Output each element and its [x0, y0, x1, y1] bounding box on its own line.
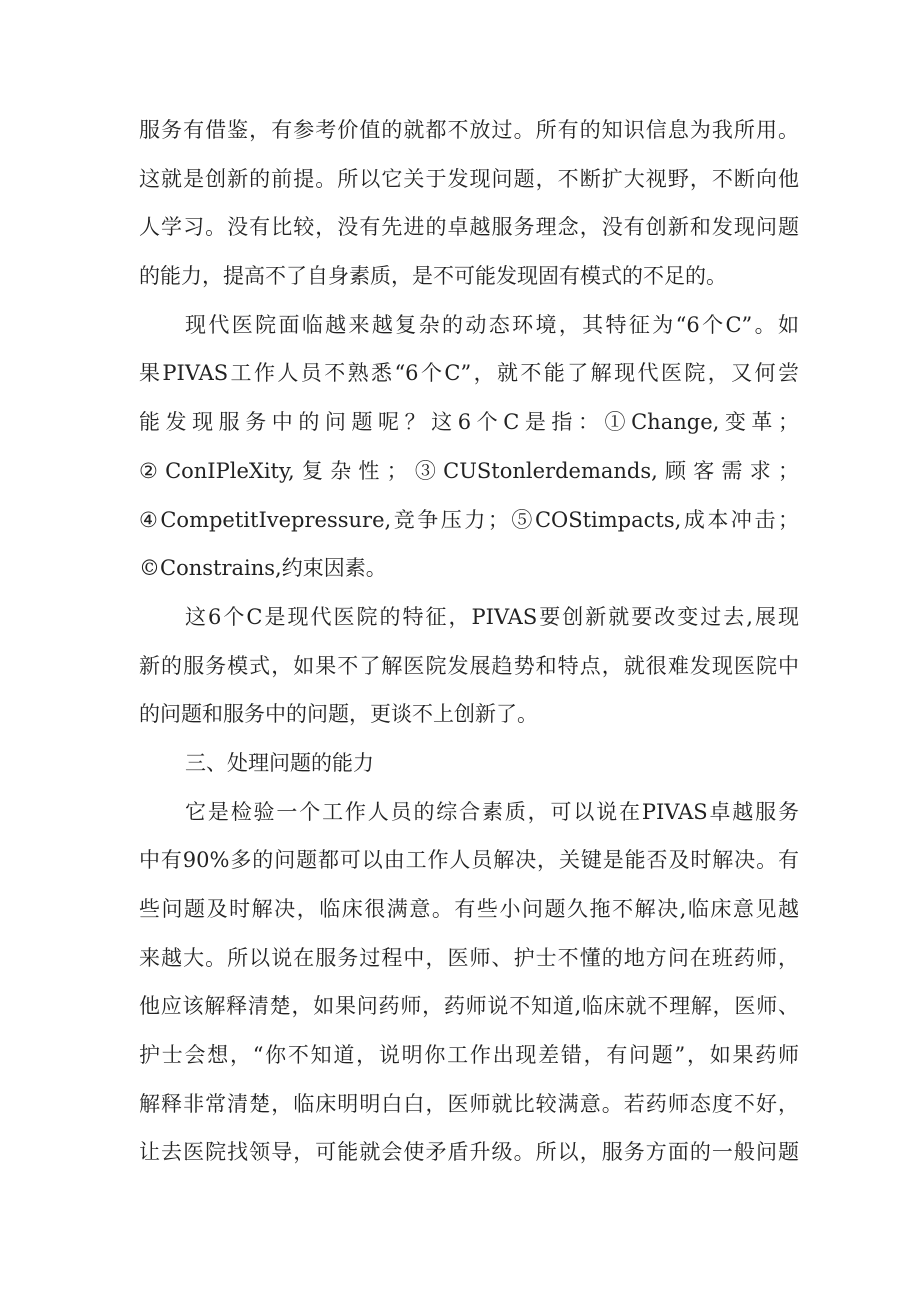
text-line: 服务有借鉴，有参考价值的就都不放过。所有的知识信息为我所用。 — [139, 118, 799, 142]
text-line: 让去医院找领导，可能就会使矛盾升级。所以，服务方面的一般问题 — [139, 1140, 799, 1165]
text-line: 这6个C是现代医院的特征，PIVAS要创新就要改变过去,展现 — [185, 604, 799, 629]
text-line: 些问题及时解决，临床很满意。有些小问题久拖不解决,临床意见越 — [139, 897, 799, 921]
text-line: 这就是创新的前提。所以它关于发现问题，不断扩大视野，不断向他 — [139, 166, 799, 191]
text-line: 果PIVAS工作人员不熟悉“6个C”，就不能了解现代医院，又何尝 — [139, 361, 799, 386]
text-line: 能发现服务中的问题呢？这6个C是指：①Change,变革； — [139, 410, 799, 435]
text-line: 的问题和服务中的问题，更谈不上创新了。 — [139, 702, 538, 727]
text-line: 他应该解释清楚，如果问药师，药师说不知道,临床就不理解，医师、 — [139, 994, 799, 1019]
text-line: 解释非常清楚，临床明明白白，医师就比较满意。若药师态度不好， — [139, 1091, 799, 1116]
text-line: ②ConIPleXity,复杂性；③CUStonlerdemands,顾客需求； — [139, 458, 799, 483]
text-line: ©Constrains,约束因素。 — [139, 556, 387, 581]
text-line: 它是检验一个工作人员的综合素质，可以说在PIVAS卓越服务 — [185, 799, 799, 824]
text-line: 三、处理问题的能力 — [185, 750, 374, 775]
text-line: 的能力，提高不了自身素质，是不可能发现固有模式的不足的。 — [139, 264, 727, 289]
text-line: ④CompetitIvepressure,竞争压力；⑤COStimpacts,成本冲击； — [139, 507, 799, 532]
body-text — [139, 106, 799, 1177]
text-line: 现代医院面临越来越复杂的动态环境，其特征为“6个C”。如 — [185, 312, 799, 337]
text-line: 新的服务模式，如果不了解医院发展趋势和特点，就很难发现医院中 — [139, 653, 799, 678]
text-line: 人学习。没有比较，没有先进的卓越服务理念，没有创新和发现问题 — [139, 215, 799, 240]
text-line: 护士会想，“你不知道，说明你工作出现差错，有问题”，如果药师 — [139, 1043, 799, 1068]
text-line: 来越大。所以说在服务过程中，医师、护士不懂的地方问在班药师， — [139, 945, 799, 970]
text-line: 中有90%多的问题都可以由工作人员解决，关键是能否及时解决。有 — [139, 848, 799, 873]
